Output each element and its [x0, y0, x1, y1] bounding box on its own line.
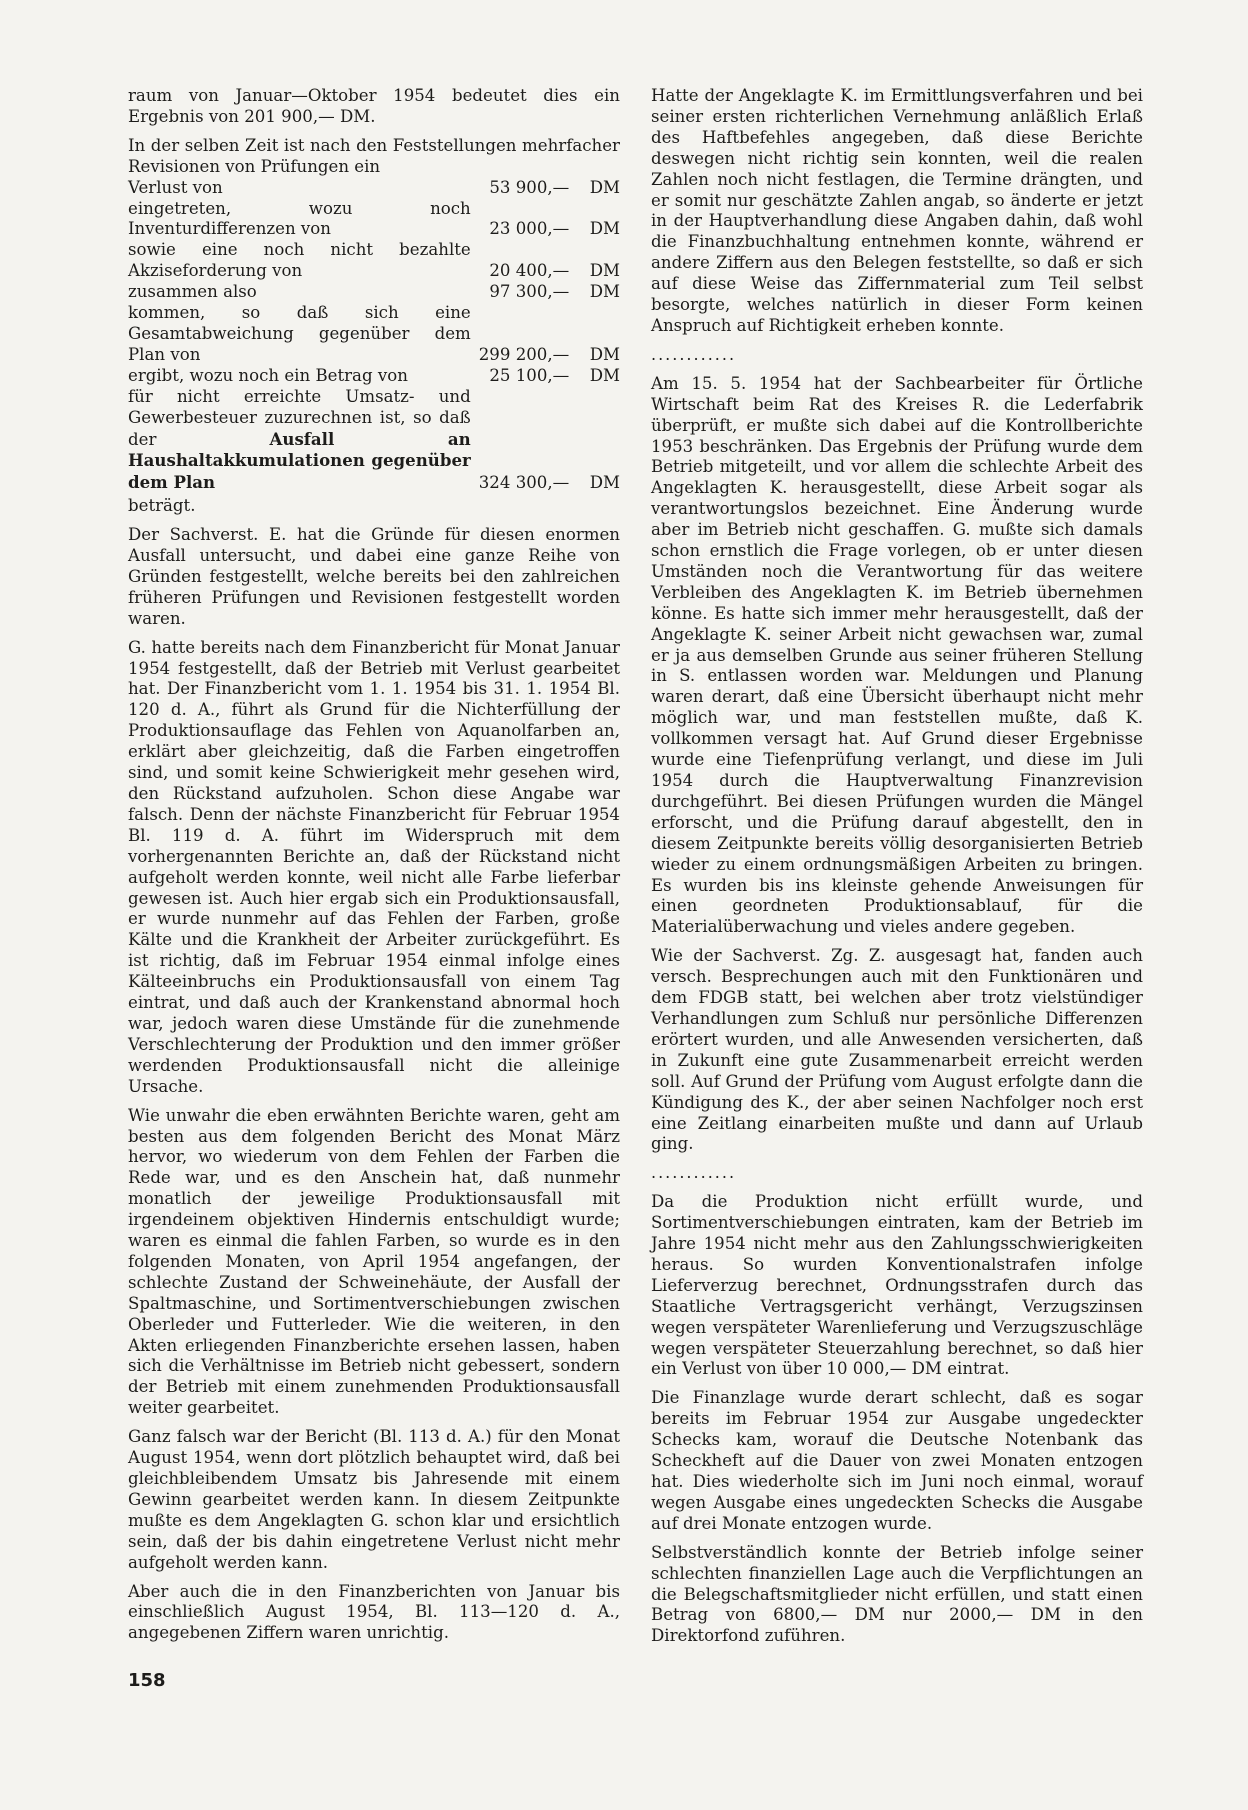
ellipsis-divider: ............ [651, 1163, 737, 1183]
figures-table [128, 178, 620, 495]
table-row [128, 240, 620, 282]
paragraph: Am 15. 5. 1954 hat der Sachbearbeiter für Örtliche Wirtschaft beim Rat des Kreises R. die Lederfabrik überprüft, er mußte sich dabei auf die Kontrollberichte 1953 beschränken. Das Ergebnis der Prüfung wurde dem Betrieb mitgeteilt, und vor allem die schlechte Arbeit des Angeklagten K. herausgestellt, diese Arbeit sogar als verantwortungslos bezeichnet. Eine Änderung wurde aber im Betrieb nicht geschaffen. G. mußte sich damals schon ernstlich die Frage vorlegen, ob er unter diesen Umständen noch die Verantwortung für das weitere Verbleiben des Angeklagten K. im Betrieb übernehmen könne. Es hatte sich immer mehr herausgestellt, daß der Angeklagte K. seiner Arbeit nicht gewachsen war, zumal er ja aus demselben Grunde aus seiner früheren Stellung in S. entlassen worden war. Meldungen und Planung waren derart, daß eine Übersicht überhaupt nicht mehr möglich war, und man feststellen mußte, daß K. vollkommen versagt hat. Auf Grund dieser Ergebnisse wurde eine Tiefenprüfung verlangt, und diese im Juli 1954 durch die Hauptverwaltung Finanzrevision durchgeführt. Bei diesen Prüfungen wurden die Mängel erforscht, und die Prüfung darauf abgestellt, den in diesem Zeitpunkte bereits völlig desorganisierten Betrieb wieder zu einem ordnungsmäßigen Arbeiten zu bringen. Es wurden bis ins kleinste gehende Anweisungen für einen geordneten Produktionsablauf, für die Materialüberwachung und vieles andere gegeben. [651, 373, 1143, 937]
table-row-unit: DM [589, 344, 620, 364]
table-row [128, 199, 620, 241]
paragraph: Der Sachverst. E. hat die Gründe für diesen enormen Ausfall untersucht, und dabei eine ganze Reihe von Gründen festgestellt, welche bereits bei den zahlreichen früheren Prüfungen und Revisionen festgestellt worden waren. [128, 525, 620, 628]
table-row-bold-text: Ausfall an Haushaltakkumulationen gegenüber dem Plan [128, 428, 471, 493]
table-row-amount: 324 300,— [478, 473, 570, 493]
right-column [651, 86, 1143, 1655]
table-row-text: für nicht erreichte Umsatz- und Gewerbesteuer zuzurechnen ist, so daß der [128, 386, 471, 449]
table-row-amount: 25 100,— [489, 365, 570, 385]
table-row-text: Verlust von [128, 177, 223, 197]
table-row-amount: 23 000,— [489, 219, 570, 239]
table-row-amount: 299 200,— [478, 344, 570, 364]
table-row-unit: DM [589, 261, 620, 281]
table-row [128, 366, 620, 387]
table-row-unit: DM [589, 282, 620, 302]
paragraph: Hatte der Angeklagte K. im Ermittlungsverfahren und bei seiner ersten richterlichen Vernehmung anläßlich Erlaß des Haftbefehles angegeben, daß diese Berichte deswegen nicht richtig sein konnten, weil die realen Zahlen noch nicht festlagen, die Termine drängten, und er somit nur geschätzte Zahlen angab, so änderte er jetzt in der Hauptverhandlung diese Angaben dahin, daß wohl die Finanzbuchhaltung entnehmen konnte, während er andere Ziffern aus den Belegen feststellte, so daß er sich auf diese Weise das Ziffernmaterial zum Teil selbst besorgte, welches natürlich in dieser Form keinen Anspruch auf Richtigkeit erheben konnte. [651, 86, 1143, 335]
table-row [128, 282, 620, 303]
table-row-unit: DM [589, 473, 620, 493]
paragraph: Die Finanzlage wurde derart schlecht, daß es sogar bereits im Februar 1954 zur Ausgabe ungedeckter Schecks kam, worauf die Deutsche Notenbank das Scheckheft auf die Dauer von zwei Monaten entzogen hat. Dies wiederholte sich im Juni noch einmal, worauf wegen Ausgabe eines ungedeckten Schecks die Ausgabe auf drei Monate entzogen wurde. [651, 1388, 1143, 1533]
paragraph: In der selben Zeit ist nach den Feststellungen mehrfacher Revisionen von Prüfungen ein [128, 135, 620, 176]
table-row-unit: DM [589, 365, 620, 385]
table-row-text: zusammen also [128, 282, 257, 302]
paragraph: Da die Produktion nicht erfüllt wurde, und Sortimentverschiebungen eintraten, kam der Betrieb im Jahre 1954 nicht mehr aus den Zahlungsschwierigkeiten heraus. So wurden Konventionalstrafen infolge Lieferverzug berechnet, Ordnungsstrafen durch das Staatliche Vertragsgericht verhängt, Verzugszinsen wegen verspäteter Warenlieferung und Verzugszuschläge wegen verspäteter Steuerzahlung berechnet, so daß hier ein Verlust von über 10 000,— DM eintrat. [651, 1192, 1143, 1379]
table-row-text: sowie eine noch nicht bezahlte Akziseforderung von [128, 240, 471, 281]
table-row [128, 178, 620, 199]
ellipsis-divider: ............ [651, 344, 737, 364]
paragraph: Wie unwahr die eben erwähnten Berichte waren, geht am besten aus dem folgenden Bericht des Monat März hervor, wo wiederum von dem Fehlen der Farben die Rede war, und es den Anschein hat, daß nunmehr monatlich der jeweilige Produktionsausfall mit irgendeinem objektiven Hindernis entschuldigt wurde; waren es einmal die fahlen Farben, so wurde es in den folgenden Monaten, von April 1954 angefangen, der schlechte Zustand der Schweinehäute, der Ausfall der Spaltmaschine, und Sortimentverschiebungen zwischen Oberleder und Futterleder. Wie die weiteren, in den Akten erliegenden Finanzberichte ersehen lassen, haben sich die Verhältnisse im Betrieb nicht gebessert, sondern der Betrieb mit einem zunehmenden Produktionsausfall weiter gearbeitet. [128, 1105, 620, 1418]
paragraph: beträgt. [128, 496, 196, 516]
paragraph: Wie der Sachverst. Zg. Z. ausgesagt hat, fanden auch versch. Besprechungen auch mit den Funktionären und dem FDGB statt, bei welchen aber trotz vielstündiger Verhandlungen zum Schluß nur persönliche Differenzen erörtert wurden, und alle Anwesenden versicherten, daß in Zukunft eine gute Zusammenarbeit erreicht werden soll. Auf Grund der Prüfung vom August erfolgte dann die Kündigung des K., der aber seinen Nachfolger noch erst eine Zeitlang einarbeiten mußte und dann auf Urlaub ging. [651, 946, 1143, 1154]
table-row-amount: 97 300,— [489, 282, 570, 302]
left-column [128, 86, 620, 1652]
paragraph: raum von Januar—Oktober 1954 bedeutet dies ein Ergebnis von 201 900,— DM. [128, 86, 620, 126]
paragraph: Selbstverständlich konnte der Betrieb infolge seiner schlechten finanziellen Lage auch die Verpflichtungen an die Belegschaftsmitglieder nicht erfüllen, und statt einen Betrag von 6800,— DM nur 2000,— DM in den Direktorfond zuführen. [651, 1542, 1143, 1646]
paragraph: Aber auch die in den Finanzberichten von Januar bis einschließlich August 1954, Bl. 113—120 d. A., angegebenen Ziffern waren unrichtig. [128, 1581, 620, 1643]
page-number: 158 [128, 1670, 166, 1691]
table-row-amount: 53 900,— [489, 177, 570, 197]
table-row [128, 387, 620, 495]
table-row [128, 303, 620, 366]
table-row-text: kommen, so daß sich eine Gesamtabweichung gegenüber dem Plan von [128, 303, 471, 364]
table-row-unit: DM [589, 177, 620, 197]
table-row-text-mixed [128, 387, 479, 495]
paragraph: Ganz falsch war der Bericht (Bl. 113 d. A.) für den Monat August 1954, wenn dort plötzlich behauptet wird, daß bei gleichbleibendem Umsatz bis Jahresende mit einem Gewinn gearbeitet werden kann. In diesem Zeitpunkte mußte es dem Angeklagten G. schon klar und ersichtlich sein, daß der bis dahin eingetretene Verlust nicht mehr aufgeholt werden kann. [128, 1427, 620, 1572]
table-row-amount: 20 400,— [489, 261, 570, 281]
table-row-text: eingetreten, wozu noch Inventurdifferenzen von [128, 198, 471, 239]
table-row-text: ergibt, wozu noch ein Betrag von [128, 365, 408, 385]
table-row-unit: DM [589, 219, 620, 239]
paragraph: G. hatte bereits nach dem Finanzbericht für Monat Januar 1954 festgestellt, daß der Betrieb mit Verlust gearbeitet hat. Der Finanzbericht vom 1. 1. 1954 bis 31. 1. 1954 Bl. 120 d. A., führt als Grund für die Nichterfüllung der Produktionsauflage das Fehlen von Aquanolfarben an, erklärt aber gleichzeitig, daß die Farben eingetroffen sind, und somit keine Schwierigkeit mehr gesehen wird, den Rückstand aufzuholen. Schon diese Angabe war falsch. Denn der nächste Finanzbericht für Februar 1954 Bl. 119 d. A. führt im Widerspruch mit dem vorhergenannten Berichte an, daß der Rückstand nicht aufgeholt werden konnte, weil nicht alle Farbe lieferbar gewesen ist. Auch hier ergab sich ein Produktionsausfall, er wurde nunmehr auf das Fehlen der Farben, große Kälte und die Krankheit der Arbeiter zurückgeführt. Es ist richtig, daß im Februar 1954 einmal infolge eines Kälteeinbruchs ein Produktionsausfall von einem Tag eintrat, und daß auch der Krankenstand abnormal hoch war, jedoch waren diese Umstände für die zunehmende Verschlechterung der Produktion und den immer größer werdenden Produktionsausfall nicht die alleinige Ursache. [128, 637, 620, 1096]
